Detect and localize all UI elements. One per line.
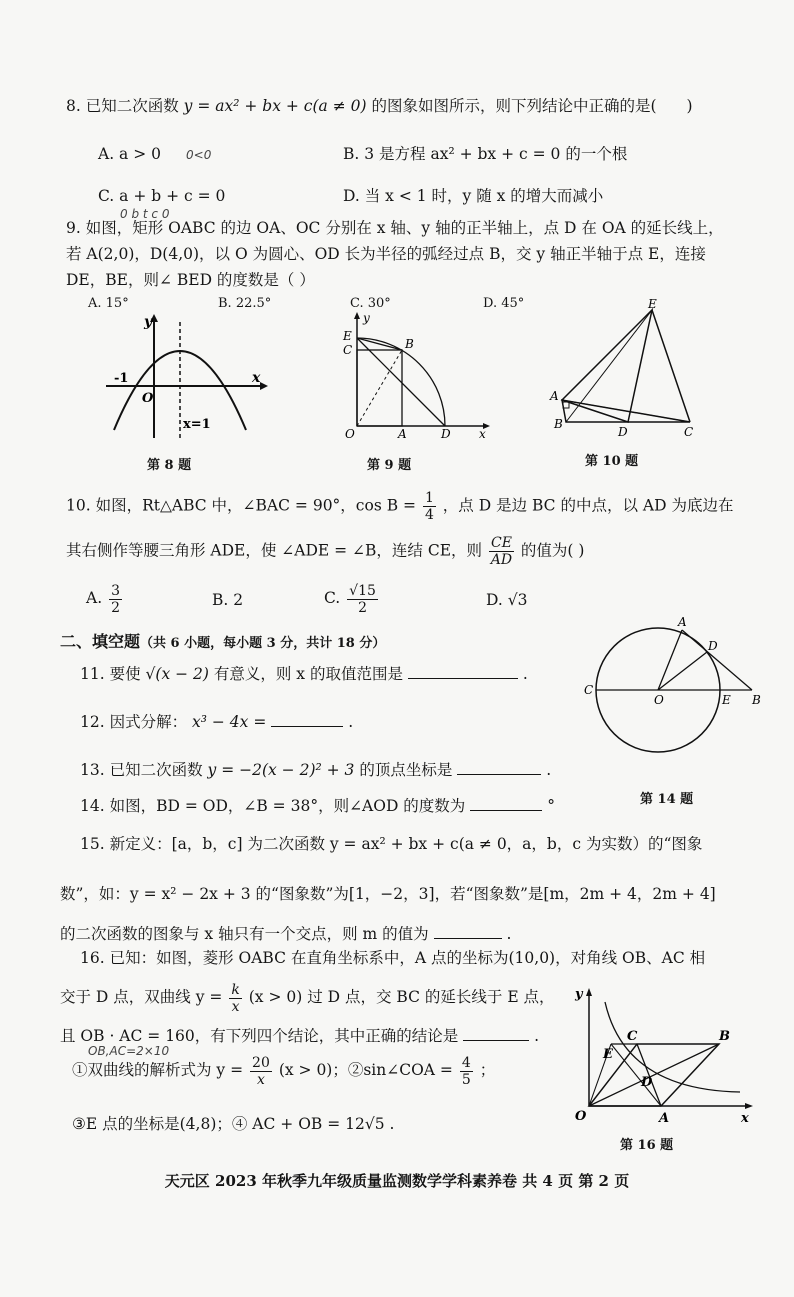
section-2-header (60, 632, 385, 654)
q16-hyperbola-denominator: x (231, 998, 240, 1015)
fig8-x-label: x (252, 370, 261, 386)
q11-period: . (522, 665, 528, 683)
q9-line1: 9. 如图，矩形 OABC 的边 OA、OC 分别在 x 轴、y 轴的正半轴上，点 D 在 OA 的延长线上， (66, 219, 724, 237)
fig9-label-a: A (398, 427, 407, 441)
fig16-x-arrow (745, 1103, 753, 1109)
fig8-curve (114, 351, 246, 430)
q10-option-a (86, 580, 124, 616)
fig10-label-c: C (684, 425, 694, 438)
q10-option-b: B. 2 (212, 591, 244, 609)
fig10-segment-ac (562, 400, 690, 422)
fig14-label-o: O (654, 693, 664, 707)
q16-line2 (60, 980, 555, 1015)
q9-option-d: D. 45° (483, 296, 525, 311)
fig8-origin-label: O (142, 391, 154, 406)
q10-line2-text-2: 的值为( ) (520, 541, 585, 560)
q8-handwriting-c: 0 b t c 0 (120, 207, 170, 221)
fig14-label-a: A (678, 615, 687, 629)
q16-hyperbola-numerator: k (231, 981, 240, 998)
figure-10-triangles (548, 298, 708, 438)
q10-option-c-fraction (347, 583, 378, 616)
fig16-caption: 第 16 题 (620, 1138, 674, 1153)
q11-text-2: 有意义，则 x 的取值范围是 (213, 665, 403, 683)
q15-line1: 15. 新定义：[a，b，c] 为二次函数 y = ax² + bx + c(a ≠ 0，a，b，c 为实数）的“图象 (80, 835, 703, 853)
figure-8-parabola (100, 310, 270, 445)
q16-hyperbola-fraction (229, 982, 241, 1015)
q8-stem-text: 8. 已知二次函数 (66, 97, 179, 115)
q13-text: 13. 已知二次函数 (80, 761, 203, 779)
q10-line2-text: 其右侧作等腰三角形 ADE，使 ∠ADE = ∠B，连结 CE，则 (66, 541, 483, 560)
q9-option-a: A. 15° (88, 296, 129, 311)
fig14-caption: 第 14 题 (640, 792, 694, 807)
fig16-label-e: E (603, 1047, 613, 1062)
q15-line2: 数”，如：y = x² − 2x + 3 的“图象数”为[1，−2，3]，若“图象数”是[m，2m + 4，2m + 4] (60, 885, 716, 903)
q8-option-b: B. 3 是方程 ax² + bx + c = 0 的一个根 (343, 145, 628, 163)
q10-option-c-numerator: √15 (349, 582, 376, 599)
q10-option-c (324, 580, 380, 616)
q16-items-1-2 (72, 1052, 495, 1088)
q10-cos-denominator: 4 (424, 507, 434, 523)
q11-line (80, 664, 528, 684)
fig16-label-d: D (641, 1075, 653, 1090)
q9-line2: 若 A(2,0)，D(4,0)，以 O 为圆心、OD 长为半径的弧经过点 B，交 y 轴正半轴于点 E，连接 (66, 245, 706, 263)
q12-expression: x³ − 4x = (192, 713, 267, 731)
fig16-label-y: y (575, 987, 583, 1002)
figure-14-circle (578, 612, 768, 782)
q10-option-a-denominator: 2 (111, 599, 120, 616)
fig14-label-e: E (722, 693, 731, 707)
q16-line3-text: 且 OB · AC = 160，有下列四个结论，其中正确的结论是 (60, 1027, 459, 1045)
q10-cos-numerator: 1 (424, 490, 434, 506)
q8-option-d: D. 当 x < 1 时，y 随 x 的增大而减小 (343, 187, 604, 205)
fig8-caption: 第 8 题 (147, 458, 192, 473)
q8-handwriting-a: 0<0 (186, 148, 212, 162)
fig14-label-c: C (584, 683, 594, 697)
q8-paren: ) (686, 97, 693, 115)
fig10-segment-be (566, 310, 652, 422)
fig9-y-arrow (354, 312, 360, 319)
q10-line1-text-2: ，点 D 是边 BC 的中点，以 AD 为底边在 (442, 496, 734, 515)
fig8-x-arrow (260, 382, 268, 390)
q12-line (80, 712, 353, 732)
fig10-segment-ec (652, 310, 690, 422)
q16-item2-text: (x > 0)；②sin∠COA = (278, 1061, 453, 1079)
figure-16-rhombus (565, 982, 755, 1132)
fig9-label-x: x (479, 427, 486, 441)
q10-line1-text: 10. 如图，Rt△ABC 中，∠BAC = 90°，cos B = (66, 496, 416, 515)
q10-line2 (66, 535, 584, 568)
q14-text: 14. 如图，BD = OD，∠B = 38°，则∠AOD 的度数为 (80, 797, 466, 815)
q12-answer-blank[interactable] (271, 712, 343, 727)
q15-line3 (60, 924, 511, 944)
q16-line3 (60, 1026, 539, 1046)
q16-line1: 16. 已知：如图，菱形 OABC 在直角坐标系中，A 点的坐标为(10,0)，对角线 OB、AC 相 (80, 949, 706, 967)
q9-line3: DE，BE，则∠ BED 的度数是（ ） (66, 271, 315, 289)
q16-item2-fraction (460, 1055, 473, 1088)
fig16-label-c: C (627, 1029, 638, 1044)
q8-stem-text-2: 的图象如图所示，则下列结论中正确的是( (371, 97, 657, 115)
q8-option-a: A. a > 0 (98, 145, 161, 163)
fig8-minus-one-label: -1 (114, 371, 129, 386)
q16-period: . (534, 1027, 540, 1045)
q16-item2-numerator: 4 (461, 1054, 471, 1071)
figure-9-rectangle-arc (335, 310, 495, 445)
q16-line2-text: 交于 D 点，双曲线 y = (60, 988, 223, 1006)
q15-period: . (506, 925, 512, 943)
q16-answer-blank[interactable] (463, 1026, 529, 1041)
fig10-caption: 第 10 题 (585, 454, 639, 469)
q13-answer-blank[interactable] (457, 760, 541, 775)
q10-option-a-numerator: 3 (111, 582, 120, 599)
fig10-label-b: B (554, 417, 563, 431)
fig14-label-b: B (752, 693, 761, 707)
q10-option-c-denominator: 2 (358, 599, 367, 616)
q12-text: 12. 因式分解： (80, 713, 188, 731)
q16-item1-fraction (250, 1055, 272, 1088)
q14-degree: ° (547, 797, 555, 815)
q10-cos-fraction (423, 490, 436, 523)
q14-line (80, 796, 555, 816)
q9-option-c: C. 30° (350, 296, 391, 311)
q8-stem (66, 96, 693, 116)
q11-radical: √(x − 2) (145, 665, 209, 683)
q13-period: . (546, 761, 552, 779)
fig10-label-e: E (648, 298, 657, 311)
q10-ratio-fraction (489, 535, 514, 568)
fig16-hyperbola (605, 1002, 740, 1092)
q16-item2-end: ； (479, 1061, 496, 1079)
q11-text: 11. 要使 (80, 665, 141, 683)
q8-function: y = ax² + bx + c(a ≠ 0) (183, 97, 367, 115)
fig9-label-y: y (363, 311, 370, 325)
q10-option-a-label: A. (86, 589, 103, 607)
q10-option-c-label: C. (324, 589, 341, 607)
q16-item1-text: ①双曲线的解析式为 y = (72, 1061, 244, 1079)
q16-handwriting: OB,AC=2×10 (88, 1044, 170, 1058)
fig14-label-d: D (708, 639, 718, 653)
q10-line1 (66, 490, 733, 523)
q15-answer-blank[interactable] (434, 924, 502, 939)
fig16-label-x: x (741, 1111, 749, 1126)
fig16-label-o: O (575, 1109, 587, 1124)
fig10-label-d: D (618, 425, 628, 438)
q10-option-a-fraction (109, 583, 122, 616)
fig9-label-d: D (441, 427, 451, 441)
fig9-label-c: C (343, 343, 353, 357)
page-footer: 天元区 2023 年秋季九年级质量监测数学学科素养卷 共 4 页 第 2 页 (164, 1172, 630, 1190)
q16-item1-numerator: 20 (252, 1054, 270, 1071)
fig8-axis-label: x=1 (183, 417, 211, 432)
q14-answer-blank[interactable] (470, 796, 542, 811)
q10-ratio-denominator: AD (490, 552, 513, 568)
fig16-label-b: B (719, 1029, 730, 1044)
q12-period: . (348, 713, 354, 731)
fig16-y-arrow (586, 988, 592, 996)
q13-line (80, 760, 551, 780)
q11-answer-blank[interactable] (408, 664, 518, 679)
q10-ratio-numerator: CE (490, 535, 512, 551)
q16-items-3-4: ③E 点的坐标是(4,8)；④ AC + OB = 12√5 . (72, 1115, 395, 1133)
q16-item1-denominator: x (257, 1071, 265, 1088)
fig8-y-label: y (144, 314, 153, 330)
fig10-label-a: A (550, 389, 559, 403)
fig9-label-o: O (345, 427, 355, 441)
fig9-label-e: E (343, 329, 352, 343)
section-2-title: 二、填空题 (60, 632, 141, 651)
q8-option-c: C. a + b + c = 0 (98, 187, 226, 205)
fig16-label-a: A (659, 1111, 670, 1126)
q13-text-2: 的顶点坐标是 (359, 761, 453, 779)
q10-option-d: D. √3 (486, 591, 528, 609)
q9-option-b: B. 22.5° (218, 296, 272, 311)
q15-line3-text: 的二次函数的图象与 x 轴只有一个交点，则 m 的值为 (60, 925, 429, 943)
fig9-caption: 第 9 题 (367, 458, 412, 473)
section-2-note: （共 6 小题，每小题 3 分，共计 18 分） (140, 636, 386, 651)
q13-function: y = −2(x − 2)² + 3 (207, 761, 355, 779)
q16-item2-denominator: 5 (461, 1071, 471, 1088)
fig9-label-b: B (405, 337, 414, 351)
q16-line2-text-2: (x > 0) 过 D 点，交 BC 的延长线于 E 点， (248, 988, 555, 1006)
